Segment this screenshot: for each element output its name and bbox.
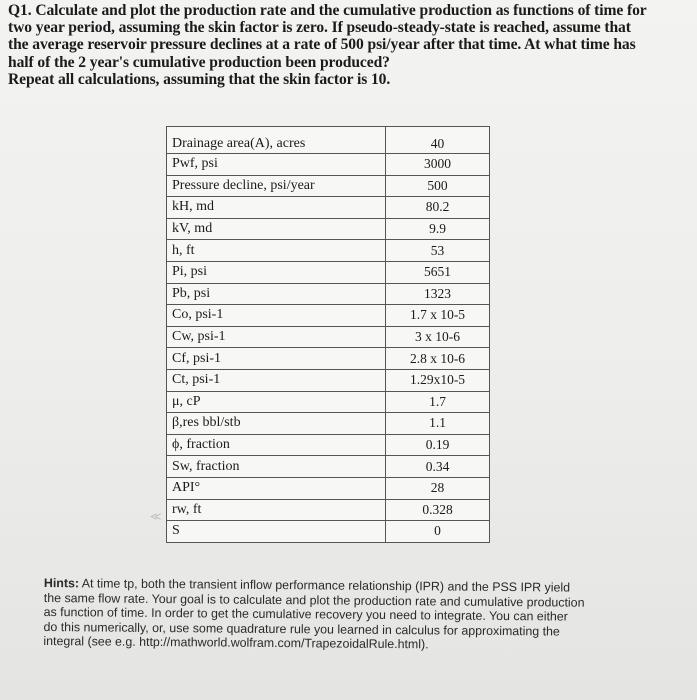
parameter-name: h, ft bbox=[167, 240, 386, 262]
question-line: Q1. Calculate and plot the production rate and the cumulative production as functions of time for bbox=[8, 2, 647, 19]
table-row bbox=[167, 326, 490, 348]
hints-label: Hints: bbox=[43, 576, 80, 591]
hints-line: as function of time. In order to get the cumulative recovery you need to integrate. You can either bbox=[43, 605, 568, 624]
table-row bbox=[167, 218, 490, 240]
parameter-value: 53 bbox=[386, 240, 490, 262]
question-text bbox=[8, 2, 688, 88]
parameter-name: rw, ft bbox=[167, 499, 386, 521]
parameter-name: Pressure decline, psi/year bbox=[167, 175, 386, 197]
parameter-value: 80.2 bbox=[386, 197, 490, 219]
parameter-name: Co, psi-1 bbox=[167, 305, 386, 327]
parameter-name: Sw, fraction bbox=[167, 456, 386, 478]
parameter-name: β,res bbl/stb bbox=[167, 413, 386, 435]
parameter-name: kV, md bbox=[167, 218, 386, 240]
hints-line: integral (see e.g. http://mathworld.wolfram.com/TrapezoidalRule.html). bbox=[43, 634, 429, 652]
table-row bbox=[167, 391, 490, 413]
parameter-value: 1.7 bbox=[386, 391, 490, 413]
table-row bbox=[167, 240, 490, 262]
parameter-value: 1323 bbox=[386, 283, 490, 305]
parameter-name: Drainage area(A), acres bbox=[167, 127, 386, 154]
hints-first-line: At time tp, both the transient inflow performance relationship (IPR) and the PSS IPR yield bbox=[78, 576, 571, 595]
table-row bbox=[167, 154, 490, 176]
table-row bbox=[167, 456, 490, 478]
parameter-table-body bbox=[167, 127, 490, 543]
parameter-value: 1.1 bbox=[386, 413, 490, 435]
parameter-value: 5651 bbox=[386, 261, 490, 283]
table-row bbox=[167, 127, 490, 154]
table-row bbox=[167, 283, 490, 305]
parameter-name: ϕ, fraction bbox=[167, 434, 386, 456]
parameter-value: 3000 bbox=[386, 154, 490, 176]
table-row bbox=[167, 305, 490, 327]
parameter-name: Pi, psi bbox=[167, 261, 386, 283]
table-row bbox=[167, 369, 490, 391]
parameter-value: 1.29x10-5 bbox=[386, 369, 490, 391]
hints-text bbox=[43, 576, 684, 655]
table-row bbox=[167, 197, 490, 219]
question-line: two year period, assuming the skin factor is zero. If pseudo-steady-state is reached, assume that bbox=[8, 19, 631, 37]
question-line: Repeat all calculations, assuming that the skin factor is 10. bbox=[8, 70, 391, 88]
parameter-name: Ct, psi-1 bbox=[167, 369, 386, 391]
table-row bbox=[167, 434, 490, 456]
hints-line: the same flow rate. Your goal is to calculate and plot the production rate and cumulative production bbox=[43, 590, 585, 610]
parameter-value: 3 x 10-6 bbox=[386, 326, 490, 348]
parameter-name: kH, md bbox=[167, 197, 386, 219]
parameter-value: 28 bbox=[386, 477, 490, 499]
parameter-value: 40 bbox=[386, 127, 490, 154]
parameter-value: 0.328 bbox=[386, 499, 490, 521]
table-row bbox=[167, 477, 490, 499]
table-row bbox=[167, 261, 490, 283]
hints-line: do this numerically, or, use some quadrature rule you learned in calculus for approximating the bbox=[43, 619, 560, 639]
parameter-value: 9.9 bbox=[386, 218, 490, 240]
parameter-name: API° bbox=[167, 477, 386, 499]
parameter-name: S bbox=[167, 521, 386, 543]
parameter-value: 0 bbox=[386, 521, 490, 543]
table-row bbox=[167, 499, 490, 521]
parameter-value: 1.7 x 10-5 bbox=[386, 305, 490, 327]
parameter-value: 500 bbox=[386, 175, 490, 197]
parameter-name: Pb, psi bbox=[167, 283, 386, 305]
parameter-value: 0.19 bbox=[386, 434, 490, 456]
parameter-name: Pwf, psi bbox=[167, 154, 386, 176]
table-row bbox=[167, 348, 490, 370]
table-row bbox=[167, 521, 490, 543]
parameter-table bbox=[166, 126, 490, 543]
stray-mark: ≪ bbox=[150, 511, 162, 523]
table-row bbox=[167, 175, 490, 197]
parameter-value: 2.8 x 10-6 bbox=[386, 348, 490, 370]
question-line: the average reservoir pressure declines at a rate of 500 psi/year after that time. At what time has bbox=[8, 36, 636, 54]
parameter-name: μ, cP bbox=[167, 391, 386, 413]
parameter-name: Cw, psi-1 bbox=[167, 326, 386, 348]
question-line: half of the 2 year's cumulative production been produced? bbox=[8, 53, 390, 71]
parameter-value: 0.34 bbox=[386, 456, 490, 478]
parameter-name: Cf, psi-1 bbox=[167, 348, 386, 370]
table-row bbox=[167, 413, 490, 435]
